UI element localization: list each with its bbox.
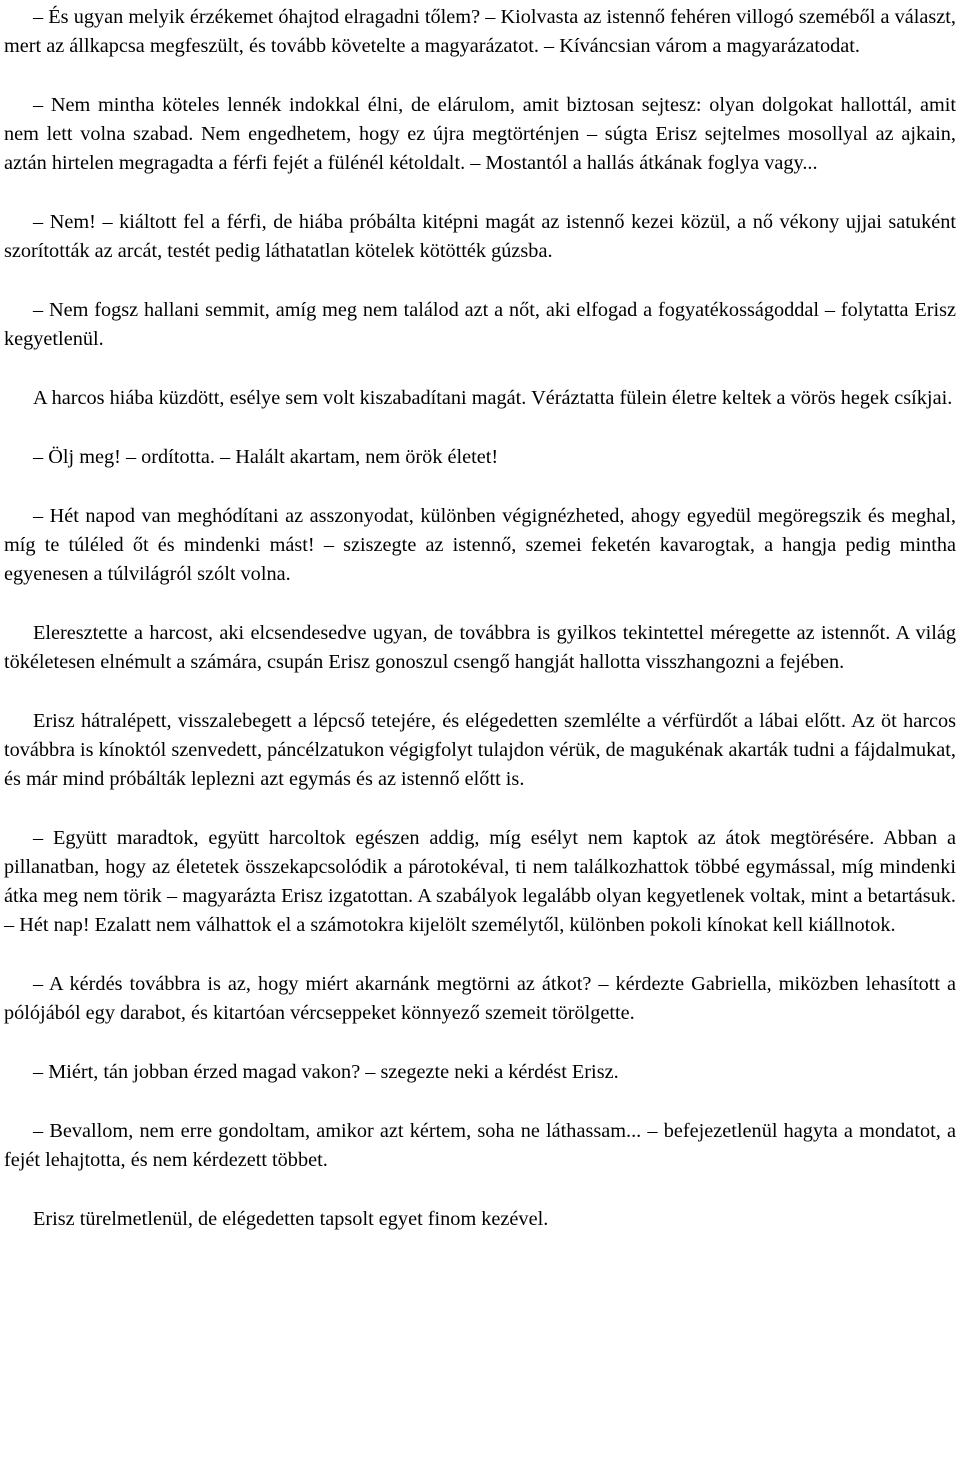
paragraph-12: – Miért, tán jobban érzed magad vakon? – szegezte neki a kérdést Erisz.: [33, 1061, 619, 1083]
paragraph-13: – Bevallom, nem erre gondoltam, amikor azt kértem, soha ne láthassam... – befejezetlenül hagyta a mondatot, a fejét lehajtotta, és nem kérdezett többet.: [4, 1120, 956, 1171]
paragraph-14: Erisz türelmetlenül, de elégedetten tapsolt egyet finom kezével.: [33, 1208, 549, 1230]
paragraph-1: – És ugyan melyik érzékemet óhajtod elragadni tőlem? – Kiolvasta az istennő fehéren villogó szeméből a választ, mert az állkapcsa megfeszült, és tovább követelte a magyarázatot. – Kíváncsian várom a magyarázatodat.: [4, 6, 956, 57]
paragraph-5: A harcos hiába küzdött, esélye sem volt kiszabadítani magát. Véráztatta fülein életre keltek a vörös hegek csíkjai.: [33, 387, 953, 409]
document-page: [4, 0, 956, 1234]
paragraph-11: – A kérdés továbbra is az, hogy miért akarnánk megtörni az átkot? – kérdezte Gabriella, miközben lehasított a pólójából egy darabot, és kitartóan vércseppeket könnyező szemeit törölgette.: [4, 973, 956, 1024]
paragraph-10: – Együtt maradtok, együtt harcoltok egészen addig, míg esélyt nem kaptok az átok megtörésére. Abban a pillanatban, hogy az életetek összekapcsolódik a párotokéval, ti nem találkozhattok többé egymással, míg mindenki átka meg nem törik – magyarázta Erisz izgatottan. A szabályok legalább olyan kegyetlenek voltak, mint a betartásuk. – Hét nap! Ezalatt nem válhattok el a számotokra kijelölt személytől, különben pokoli kínokat kell kiállnotok.: [4, 827, 956, 936]
paragraph-3: – Nem! – kiáltott fel a férfi, de hiába próbálta kitépni magát az istennő kezei közül, a nő vékony ujjai satuként szorították az arcát, testét pedig láthatatlan kötelek kötötték gúzsba.: [4, 211, 956, 262]
paragraph-6: – Ölj meg! – ordította. – Halált akartam, nem örök életet!: [33, 446, 499, 468]
paragraph-2: – Nem mintha köteles lennék indokkal élni, de elárulom, amit biztosan sejtesz: olyan dolgokat hallottál, amit nem lett volna szabad. Nem engedhetem, hogy ez újra megtörténjen – súgta Erisz sejtelmes mosollyal az ajkain, aztán hirtelen megragadta a férfi fejét a fülénél kétoldalt. – Mostantól a hallás átkának foglya vagy...: [4, 94, 956, 174]
paragraph-7: – Hét napod van meghódítani az asszonyodat, különben végignézheted, ahogy egyedül megöregszik és meghal, míg te túléled őt és mindenki mást! – sziszegte az istennő, szemei feketén kavarogtak, a hangja pedig mintha egyenesen a túlvilágról szólt volna.: [4, 505, 956, 585]
paragraph-9: Erisz hátralépett, visszalebegett a lépcső tetejére, és elégedetten szemlélte a vérfürdőt a lábai előtt. Az öt harcos továbbra is kínoktól szenvedett, páncélzatukon végigfolyt tulajdon vérük, de magukénak akarták tudni a fájdalmukat, és már mind próbálták leplezni azt egymás és az istennő előtt is.: [4, 710, 956, 790]
paragraph-4: – Nem fogsz hallani semmit, amíg meg nem találod azt a nőt, aki elfogad a fogyatékosságoddal – folytatta Erisz kegyetlenül.: [4, 299, 956, 350]
paragraph-8: Eleresztette a harcost, aki elcsendesedve ugyan, de továbbra is gyilkos tekintettel méregette az istennőt. A világ tökéletesen elnémult a számára, csupán Erisz gonoszul csengő hangját hallotta visszhangozni a fejében.: [4, 622, 956, 673]
